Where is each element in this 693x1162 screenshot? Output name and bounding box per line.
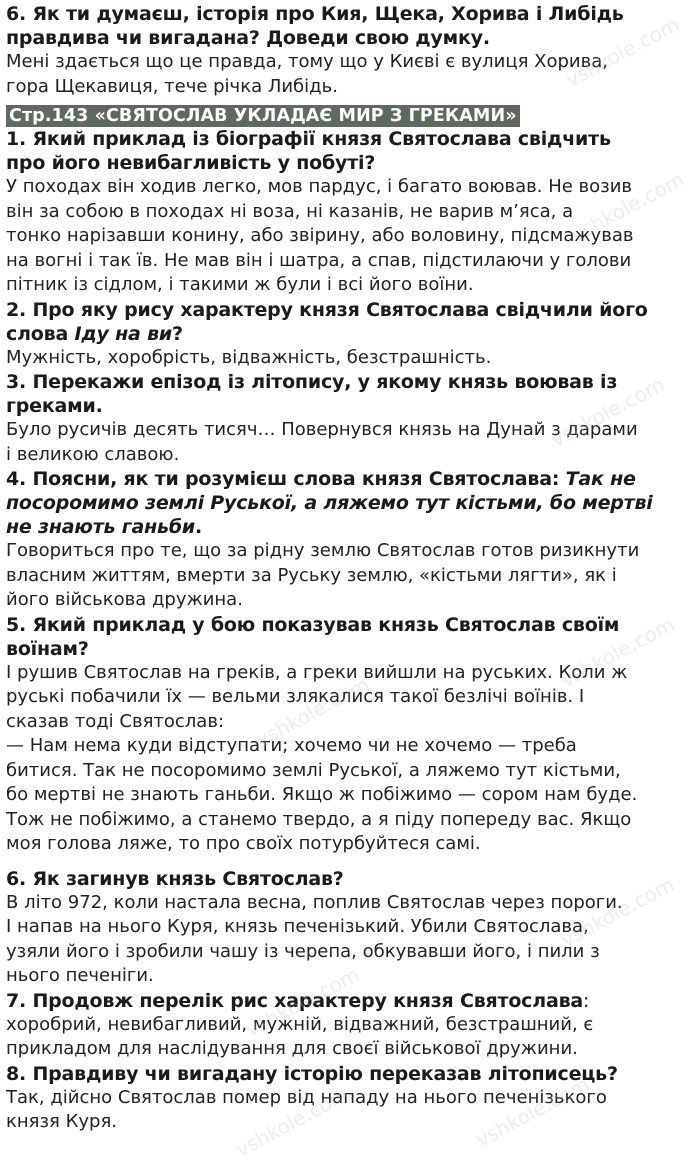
watermark: vshkole.com: [241, 962, 364, 1042]
answer-7: хоробрий, невибагливий, мужній, відважний, безстрашний, є прикладом для наслідування для своєї військової дружини.: [6, 1013, 594, 1059]
answer-2: Мужність, хоробрість, відважність, безстрашність.: [6, 346, 492, 368]
spacer: [6, 857, 689, 867]
answer-5: І рушив Святослав на греків, а греки вийшли на руських. Коли ж руські побачили їх — вельми злякалися такої безлічі воїнів. І сказав тоді Святослав: — Нам нема куди відступати; хочемо чи не хочемо — треба битися. Так не посоромимо землі Руської, а ляжемо тут кістьми, бо мертві не знають ганьби. Якщо ж побіжимо — сором нам буде. Тож не побіжимо, а станемо твердо, а я піду попереду вас. Якщо моя голова ляже, то про своїх потурбуйтеся самі.: [6, 661, 638, 854]
answer-8: Так, дійсно Святослав помер від нападу на нього печенізького князя Куря.: [6, 1086, 607, 1132]
intro-answer: Мені здається що це правда, тому що у Києві є вулиця Хорива, гора Щекавиця, тече річка Либідь.: [6, 51, 608, 97]
section-title: Стр.143 «СВЯТОСЛАВ УКЛАДАЄ МИР З ГРЕКАМИ»: [6, 105, 520, 127]
question-2-quote: Іду на ви: [74, 322, 173, 345]
watermark: vshkole.com: [556, 872, 679, 952]
watermark: vshkole.com: [566, 167, 689, 247]
watermark: vshkole.com: [231, 1082, 354, 1162]
question-6: 6. Як загинув князь Святослав?: [6, 867, 344, 890]
question-4: [6, 467, 689, 539]
question-7: [6, 989, 689, 1013]
answer-1: У походах він ходив легко, мов пардус, і багато воював. Не возив він за собою в походах ні воза, ні казанів, не варив м’яса, а тонко нарізавши конину, або звірину, або воловину, підсмажував на вогні і так їв. Не мав він і шатра, а спав, підстилаючи у голови пітник із сідлом, і такими ж були і всі його воїни.: [6, 176, 634, 295]
question-2: [6, 298, 689, 346]
question-4-text: 4. Поясни, як ти розумієш слова князя Святослава:: [6, 468, 566, 490]
question-5: 5. Який приклад у бою показував князь Святослав своїм воїнам?: [6, 613, 620, 660]
answer-4: Говориться про те, що за рідну землю Святослав готов ризикнути власним життям, вмерти за Руську землю, «кістьми лягти», як і його військова дружина.: [6, 540, 640, 610]
question-4-end: .: [195, 516, 203, 538]
watermark: vshkole.com: [556, 612, 679, 692]
question-1: 1. Який приклад із біографії князя Святослава свідчить про його невибагливість у побуті?: [6, 128, 611, 174]
question-7-colon: :: [583, 989, 590, 1012]
answer-6: В літо 972, коли настала весна, поплив Святослав через пороги. І напав на нього Куря, князь печенізький. Убили Святослава, узяли його і зробили чашу із черепа, обкувавши його, і пили з нього печеніги.: [6, 891, 623, 986]
watermark: vshkole.com: [471, 1072, 594, 1152]
question-3: 3. Перекажи епізод із літопису, у якому князь воював із греками.: [6, 371, 618, 417]
watermark: vshkole.com: [251, 672, 374, 752]
answer-3: Було русичів десять тисяч… Повернувся князь на Дунай з дарами і великою славою.: [6, 419, 638, 465]
watermark: vshkole.com: [561, 12, 684, 92]
question-8: 8. Правдиву чи вигадану історію переказав літописець?: [6, 1062, 618, 1085]
watermark: vshkole.com: [546, 372, 669, 452]
question-4-quote: Так не посоромимо землі Руської, а ляжемо тут кістьми, бо мертві не знають ганьби: [6, 468, 653, 538]
intro-question: 6. Як ти думаєш, історія про Кия, Щека, Хорива і Либідь правдива чи вигадана? Доведи свою думку.: [6, 3, 624, 49]
question-7-text: 7. Продовж перелік рис характеру князя Святослава: [6, 989, 584, 1012]
question-2-text: 2. Про яку рису характеру князя Святослава свідчили його слова: [6, 298, 648, 345]
question-2-end: ?: [172, 322, 183, 345]
